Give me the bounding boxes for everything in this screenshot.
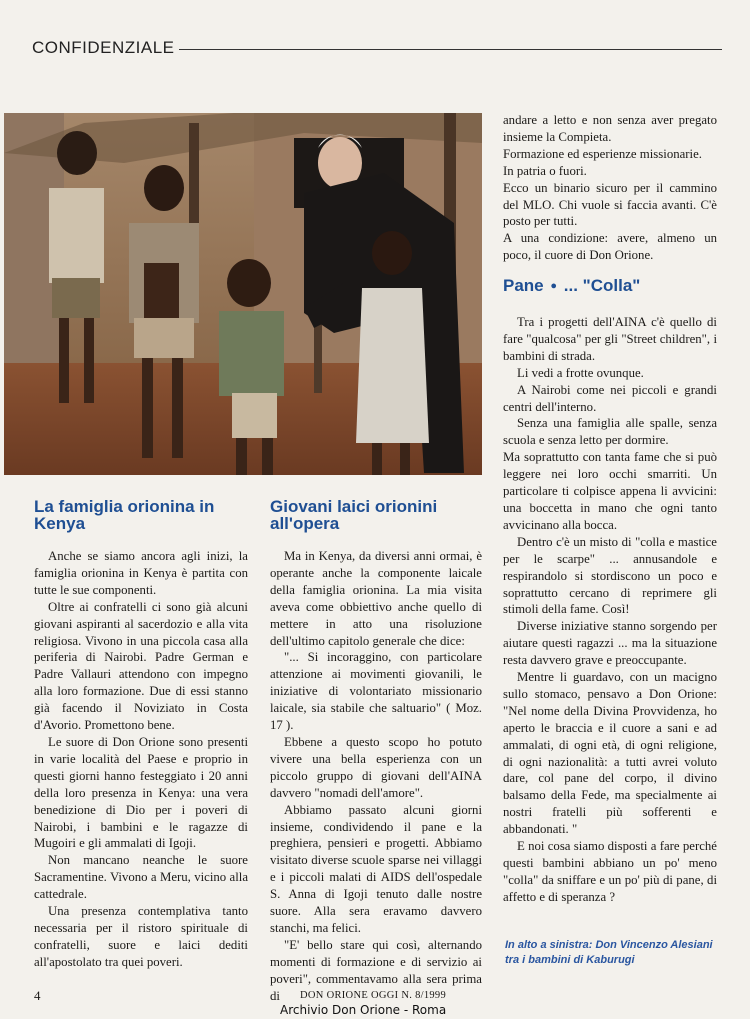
paragraph: In patria o fuori.	[503, 163, 587, 178]
paragraph: Mentre li guardavo, con un macigno sullo stomaco, pensavo a Don Orione: "Nel nome della Divina Provvidenza, ho aperto le braccia e il cuore a sani e ad ammalati, di ogni età, di ogni religione, di ogni nazionalità: a tutti avrei voluto dare, col pane del corpo, il divino balsamo della Fede, ma specialmente ai nostri fratelli più sofferenti e abbandonati. "	[503, 670, 717, 837]
bullet-icon: ●	[550, 280, 558, 292]
paragraph: Ecco un binario sicuro per il cammino del MLO. Chi vuole si faccia avanti. C'è posto per tutti.	[503, 180, 717, 229]
paragraph: andare a letto e non senza aver pregato insieme la Compieta.	[503, 113, 717, 144]
heading-part-a: Pane	[503, 276, 544, 295]
article-photo	[4, 113, 482, 475]
column-1	[34, 548, 248, 971]
photo-caption: In alto a sinistra: Don Vincenzo Alesiani tra i bambini di Kaburugi	[505, 939, 713, 966]
paragraph: Senza una famiglia alle spalle, senza scuola e senza letto per dormire.	[503, 416, 717, 448]
paragraph: Non mancano neanche le suore Sacramentine. Vivono a Meru, vicino alla cattedrale.	[34, 853, 248, 902]
paragraph: Oltre ai confratelli ci sono già alcuni giovani aspiranti al sacerdozio e alla vita religiosa. Vivono in una piccola casa alla periferia di Nairobi. Padre German e Padre Vallauri attendono con impegno alla loro formazione. Due di essi stanno già facendo il Noviziato in Costa d'Avorio. Promettono bene.	[34, 599, 248, 733]
paragraph: Diverse iniziative stanno sorgendo per aiutare questi ragazzi ... ma la situazione resta davvero grave e preoccupante.	[503, 619, 717, 668]
paragraph: A Nairobi come nei piccoli e grandi centri dell'interno.	[503, 382, 717, 414]
heading-kenya-family: La famiglia orionina in Kenya	[34, 497, 215, 533]
paragraph: "... Si incoraggino, con particolare attenzione ai movimenti giovanili, le iniziative di volontariato missionario laicale, sia stabile che saltuario" ( Moz. 17 ).	[270, 650, 482, 733]
paragraph: Li vedi a frotte ovunque.	[517, 365, 644, 380]
column-2	[270, 548, 482, 1004]
paragraph: Abbiamo passato alcuni giorni insieme, condividendo il pane e la preghiera, pensieri e progetti. Abbiamo visitato diverse scuole sparse nei villaggi e i piccoli malati di AIDS dell'ospedale S. Anna di Igoji tenuto dalle nostre suore. Alla sera eravamo davvero stanchi, ma felici.	[270, 802, 482, 935]
column-3-body	[503, 314, 717, 906]
paragraph: Ma soprattutto con tanta fame che si può leggere nei loro occhi smarriti. Un particolare ti colpisce appena li avvicini: una boccetta in mano che ogni tanto avvicinano alla bocca.	[503, 450, 717, 532]
paragraph: Le suore di Don Orione sono presenti in varie località del Paese e proprio in questi giorni hanno festeggiato i 20 anni della loro presenza in Kenya: una vera benedizione di Dio per i poveri di Nairobi, i bambini e le ragazze di Mugoiri e gli ammalati di Igoji.	[34, 734, 248, 851]
paragraph: Tra i progetti dell'AINA c'è quello di fare "qualcosa" per gli "Street children", i bambini di strada.	[503, 315, 717, 363]
photo-illustration	[4, 113, 482, 475]
section-header	[32, 38, 722, 62]
archive-watermark: Archivio Don Orione - Roma	[280, 1003, 447, 1017]
page-number: 4	[34, 988, 41, 1003]
paragraph: Ma in Kenya, da diversi anni ormai, è operante anche la componente laicale della famiglia orionina. La mia visita aveva come obbiettivo anche quello di mettere in atto una risoluzione dell'ultimo capitolo generale che dice:	[270, 549, 482, 648]
paragraph: Anche se siamo ancora agli inizi, la famiglia orionina in Kenya è partita con tutte le sue componenti.	[34, 549, 248, 597]
publication-footer: DON ORIONE OGGI N. 8/1999	[300, 990, 447, 1001]
paragraph: Dentro c'è un misto di "colla e mastice per le scarpe" ... annusandole e respirandolo si stordiscono un poco e soprattutto cercano di reprimere gli stimoli della fame. Così!	[503, 534, 717, 617]
paragraph: E noi cosa siamo disposti a fare perché questi bambini abbiano un po' meno "colla" da sniffare e un po' più di pane, di affetto e di speranza ?	[503, 839, 717, 904]
column-3-intro	[503, 112, 717, 264]
paragraph: Formazione ed esperienze missionarie.	[503, 146, 702, 161]
paragraph: Una presenza contemplativa tanto necessaria per il ristoro spirituale di confratelli, suore e laici dediti all'apostolato tra quei poveri.	[34, 904, 248, 969]
section-label: CONFIDENZIALE	[32, 38, 179, 58]
heading-part-b: ... "Colla"	[563, 276, 641, 295]
paragraph: A una condizione: avere, almeno un poco, il cuore di Don Orione.	[503, 231, 717, 263]
heading-bread-glue	[503, 277, 717, 295]
heading-young-laity: Giovani laici orionini all'opera	[270, 497, 438, 533]
paragraph: Ebbene a questo scopo ho potuto vivere una bella esperienza con un piccolo gruppo di giovani dell'AINA davvero "nomadi dell'amore".	[270, 734, 482, 800]
paragraph: "E' bello stare qui così, alternando momenti di formazione e di servizio ai poveri", commentavamo alla sera prima di	[270, 937, 482, 1003]
